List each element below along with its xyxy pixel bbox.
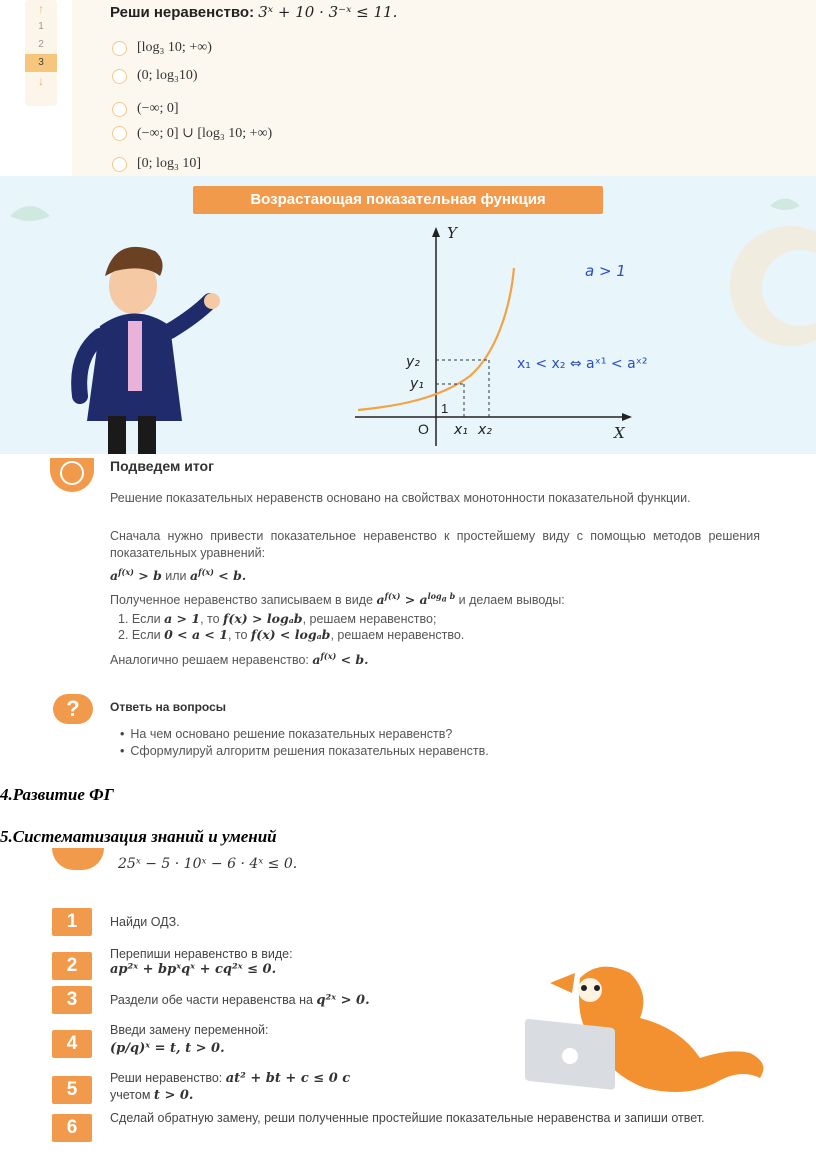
summary-section — [0, 454, 816, 694]
option-label: (−∞; 0] — [137, 101, 179, 116]
x-axis-arrow-icon — [622, 413, 632, 421]
rule-mid: , то — [227, 628, 251, 642]
step-math-2: t > 0. — [153, 1088, 194, 1103]
math-sup: f(x) — [320, 651, 337, 661]
rule-pre: 2. Если — [118, 628, 165, 642]
math-a: a — [312, 652, 321, 668]
math-a: a — [110, 568, 119, 584]
question-label: Реши неравенство: — [110, 4, 255, 21]
radio-icon[interactable] — [112, 157, 127, 172]
question-math: 3ˣ + 10 · 3⁻ˣ ≤ 11. — [258, 3, 398, 21]
questions-section — [0, 694, 816, 774]
answer-option-1[interactable] — [112, 40, 212, 56]
p4-text: Полученное неравенство записываем в виде — [110, 593, 377, 608]
x1-label: x₁ — [454, 422, 468, 438]
questions-heading: Ответь на вопросы — [110, 700, 227, 714]
nav-question-1[interactable]: 1 — [38, 21, 44, 32]
answer-option-3[interactable] — [112, 101, 179, 117]
step-text: Сделай обратную замену, реши полученные простейшие показательные неравенства и запиши ответ. — [110, 1111, 705, 1125]
option-label: [0; log₃ 10] — [137, 156, 201, 171]
p4-tail: и делаем выводы: — [455, 593, 565, 608]
option-label: (−∞; 0] ∪ [log₃ 10; +∞) — [137, 126, 273, 141]
nav-question-2[interactable]: 2 — [38, 39, 44, 50]
step-label: Раздели обе части неравенства на — [110, 993, 313, 1007]
cat-eye — [594, 985, 600, 991]
exponential-graph — [0, 176, 816, 454]
origin-label: O — [418, 421, 429, 437]
steps-section — [0, 848, 816, 1172]
y1-label: y₁ — [410, 376, 424, 392]
summary-p1: Решение показательных неравенств основано на свойствах монотонности показательной функции. — [110, 491, 691, 505]
rule-expr: f(x) > logₐb — [223, 611, 303, 626]
math-sup: f(x) — [384, 591, 401, 601]
step-label: Перепиши неравенство в виде: — [110, 947, 293, 961]
y2-label: y₂ — [406, 354, 420, 370]
teacher-illustration — [79, 247, 220, 454]
math-a: a — [376, 592, 385, 608]
option-label: [log₃ 10; +∞) — [137, 40, 212, 55]
x-axis-label: X — [614, 424, 625, 442]
step-number: 1 — [52, 908, 92, 936]
radio-icon[interactable] — [112, 41, 127, 56]
quiz-background — [72, 0, 816, 176]
step-number: 6 — [52, 1114, 92, 1142]
math-b: > b — [133, 568, 162, 584]
p5-tail: < b. — [336, 652, 369, 668]
summary-rule-2 — [118, 626, 768, 644]
step-label: Введи замену переменной: — [110, 1023, 269, 1037]
step-math: q²ˣ > 0. — [316, 993, 370, 1008]
step-math: at² + bt + c ≤ 0 с — [225, 1071, 351, 1086]
y-axis-arrow-icon — [432, 227, 440, 237]
math-a: a — [190, 568, 199, 584]
step-math: (p/q)ˣ = t, t > 0. — [110, 1041, 225, 1056]
math-c: < b. — [213, 568, 247, 584]
step-number: 4 — [52, 1030, 92, 1058]
step-text — [110, 946, 293, 978]
paw-icon — [562, 1048, 578, 1064]
cat-ear — [550, 973, 575, 993]
section-heading-5: 5.Систематизация знаний и умений — [0, 827, 277, 846]
step-number: 3 — [52, 986, 92, 1014]
condition-label: a > 1 — [585, 262, 626, 280]
head-badge — [50, 458, 94, 492]
brain-icon — [60, 461, 84, 485]
banner-title: Возрастающая показательная функция — [193, 186, 603, 214]
answer-option-5[interactable] — [112, 156, 201, 172]
step-text — [110, 1070, 350, 1104]
nav-up-arrow-icon[interactable]: ↑ — [38, 2, 44, 16]
question-text — [110, 3, 397, 21]
step-label-2: учетом — [110, 1088, 151, 1102]
decor-leaf — [10, 206, 50, 221]
summary-p3 — [110, 564, 760, 585]
rule-cond: 0 < a < 1 — [164, 627, 228, 642]
cat-eye — [581, 985, 587, 991]
step-text — [110, 992, 370, 1009]
p5-text: Аналогично решаем неравенство: — [110, 653, 313, 668]
rule-pre: 1. Если — [118, 612, 165, 626]
option-label: (0; log₃10) — [137, 68, 198, 83]
question-mark-icon: ? — [53, 694, 93, 724]
list-item: • Сформулируй алгоритм решения показательных неравенств. — [120, 743, 489, 760]
rule-cond: a > 1 — [164, 611, 201, 626]
graph-banner — [0, 176, 816, 454]
pencil-icon — [52, 848, 104, 870]
rule-expr: f(x) < logₐb — [250, 627, 331, 642]
question-navigator — [25, 0, 57, 106]
section-heading-4: 4.Развитие ФГ — [0, 785, 114, 804]
step-text: Найди ОДЗ. — [110, 915, 180, 929]
quiz-panel — [0, 0, 816, 176]
step-number: 5 — [52, 1076, 92, 1104]
radio-icon[interactable] — [112, 69, 127, 84]
step-text — [110, 1022, 269, 1057]
step-label: Реши неравенство: — [110, 1071, 223, 1085]
x2-label: x₂ — [478, 422, 492, 438]
summary-p4: Полученное неравенство записываем в виде $a^{f(x)} > a^{log_a b}$ и делаем выводы: — [110, 591, 565, 608]
main-inequality: 25ˣ − 5 · 10ˣ − 6 · 4ˣ ≤ 0. — [118, 856, 298, 872]
answer-option-2[interactable] — [112, 68, 197, 84]
summary-p5 — [110, 648, 760, 669]
summary-heading: Подведем итог — [110, 458, 214, 474]
radio-icon[interactable] — [112, 126, 127, 141]
math-sup: f(x) — [198, 567, 214, 577]
cat-laptop-illustration — [520, 958, 780, 1098]
y-axis-label: Y — [447, 224, 457, 242]
nav-down-arrow-icon[interactable]: ↓ — [38, 74, 44, 88]
one-label: 1 — [441, 401, 449, 416]
summary-p2: Сначала нужно привести показательное неравенство к простейшему виду с помощью методов решения показательных уравнений: — [110, 529, 760, 560]
radio-icon[interactable] — [112, 102, 127, 117]
list-item: • На чем основано решение показательных неравенств? — [120, 726, 489, 743]
decor-leaf — [770, 199, 800, 211]
nav-question-3[interactable]: 3 — [25, 54, 57, 72]
math-sup: f(x) — [118, 567, 134, 577]
rule-tail: , решаем неравенство; — [302, 612, 437, 626]
step-math: ap²ˣ + bpˣqˣ + cq²ˣ ≤ 0. — [110, 962, 277, 977]
step-number: 2 — [52, 952, 92, 980]
rule-tail: , решаем неравенство. — [330, 628, 465, 642]
answer-option-4[interactable] — [112, 125, 272, 142]
rule-mid: , то — [200, 612, 224, 626]
questions-list — [120, 726, 489, 760]
relation-label: x₁ < x₂ ⇔ aˣ¹ < aˣ² — [517, 356, 648, 372]
or-word: или — [161, 569, 191, 584]
